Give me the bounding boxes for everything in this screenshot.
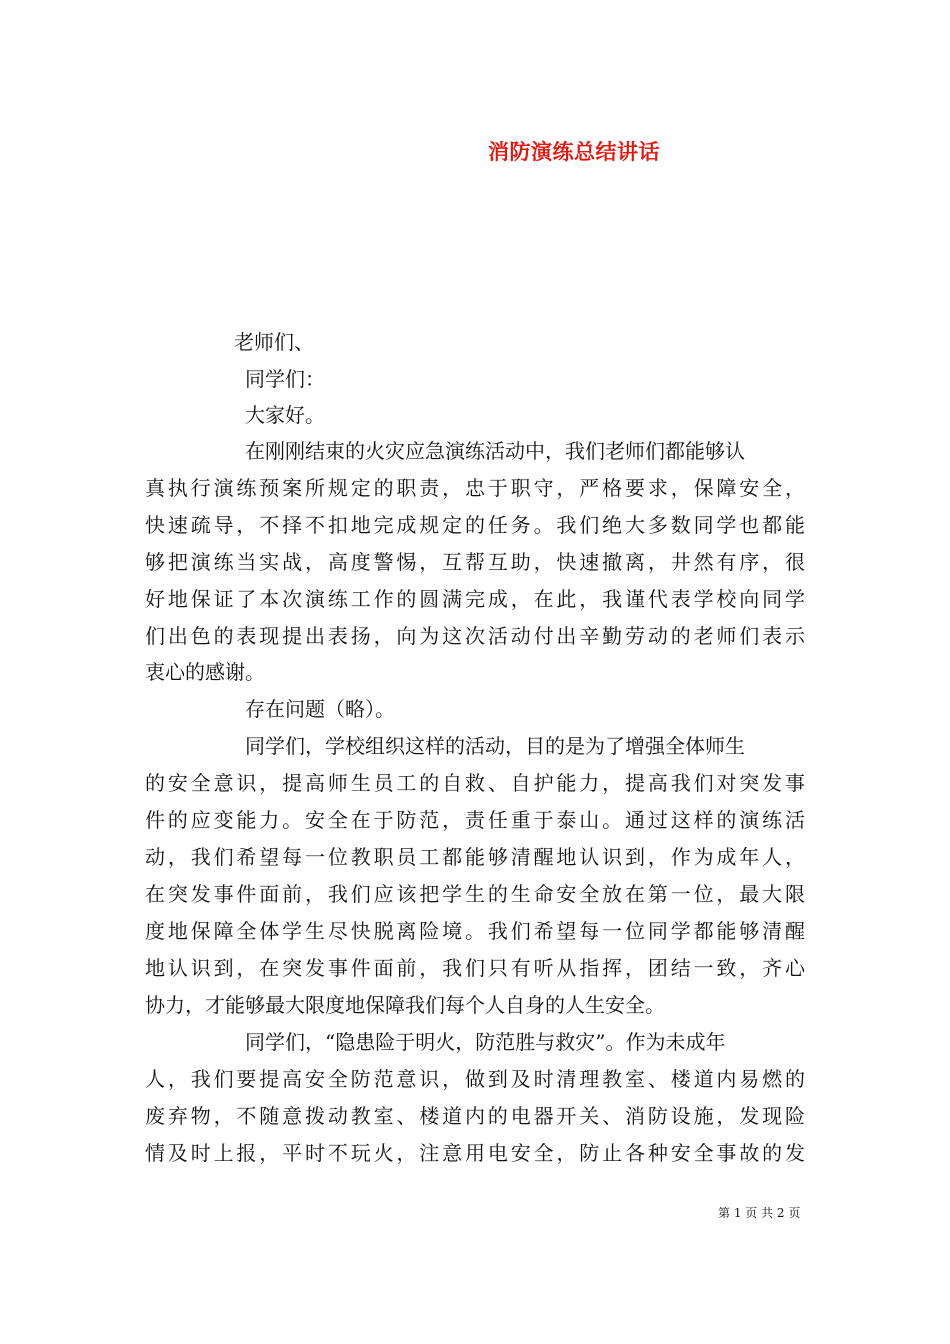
paragraph-line: 度地保障全体学生尽快脱离险境。我们希望每一位同学都能够清醒	[145, 919, 805, 943]
paragraph-line: 够把演练当实战，高度警惕，互帮互助，快速撤离，井然有序，很	[145, 550, 805, 574]
page-title: 消防演练总结讲话	[488, 139, 660, 164]
paragraph-line: 衷心的感谢。	[145, 660, 265, 684]
paragraph-line: 真执行演练预案所规定的职责，忠于职守，严格要求，保障安全，	[145, 476, 805, 500]
paragraph-line: 的安全意识，提高师生员工的自救、自护能力，提高我们对突发事	[145, 771, 805, 795]
paragraph-line: 情及时上报，平时不玩火，注意用电安全，防止各种安全事故的发	[145, 1141, 805, 1165]
paragraph-line: 人，我们要提高安全防范意识，做到及时清理教室、楼道内易燃的	[145, 1067, 805, 1091]
page-number-footer: 第 1 页 共 2 页	[718, 1206, 801, 1220]
paragraph-line: 快速疏导，不择不扣地完成规定的任务。我们绝大多数同学也都能	[145, 513, 805, 537]
paragraph-line: 动，我们希望每一位教职员工都能够清醒地认识到，作为成年人，	[145, 845, 805, 869]
paragraph-line: 件的应变能力。安全在于防范，责任重于泰山。通过这样的演练活	[145, 808, 805, 832]
salutation-greeting: 大家好。	[245, 403, 325, 427]
paragraph-line: 地认识到，在突发事件面前，我们只有听从指挥，团结一致，齐心	[145, 956, 805, 980]
paragraph-line: 废弃物，不随意拨动教室、楼道内的电器开关、消防设施，发现险	[145, 1104, 805, 1128]
paragraph-line: 好地保证了本次演练工作的圆满完成，在此，我谨代表学校向同学	[145, 587, 805, 611]
paragraph-line: 同学们，“隐患险于明火，防范胜与救灾”。作为未成年	[245, 1030, 726, 1054]
paragraph-line: 存在问题（略）。	[245, 697, 395, 721]
paragraph-line: 在突发事件面前，我们应该把学生的生命安全放在第一位，最大限	[145, 882, 805, 906]
salutation-teachers: 老师们、	[234, 330, 314, 354]
paragraph-line: 同学们，学校组织这样的活动，目的是为了增强全体师生	[245, 734, 745, 758]
paragraph-line: 在刚刚结束的火灾应急演练活动中，我们老师们都能够认	[245, 439, 745, 463]
salutation-students: 同学们：	[245, 367, 325, 391]
paragraph-line: 协力，才能够最大限度地保障我们每个人自身的人生安全。	[145, 993, 665, 1017]
paragraph-line: 们出色的表现提出表扬，向为这次活动付出辛勤劳动的老师们表示	[145, 624, 805, 648]
